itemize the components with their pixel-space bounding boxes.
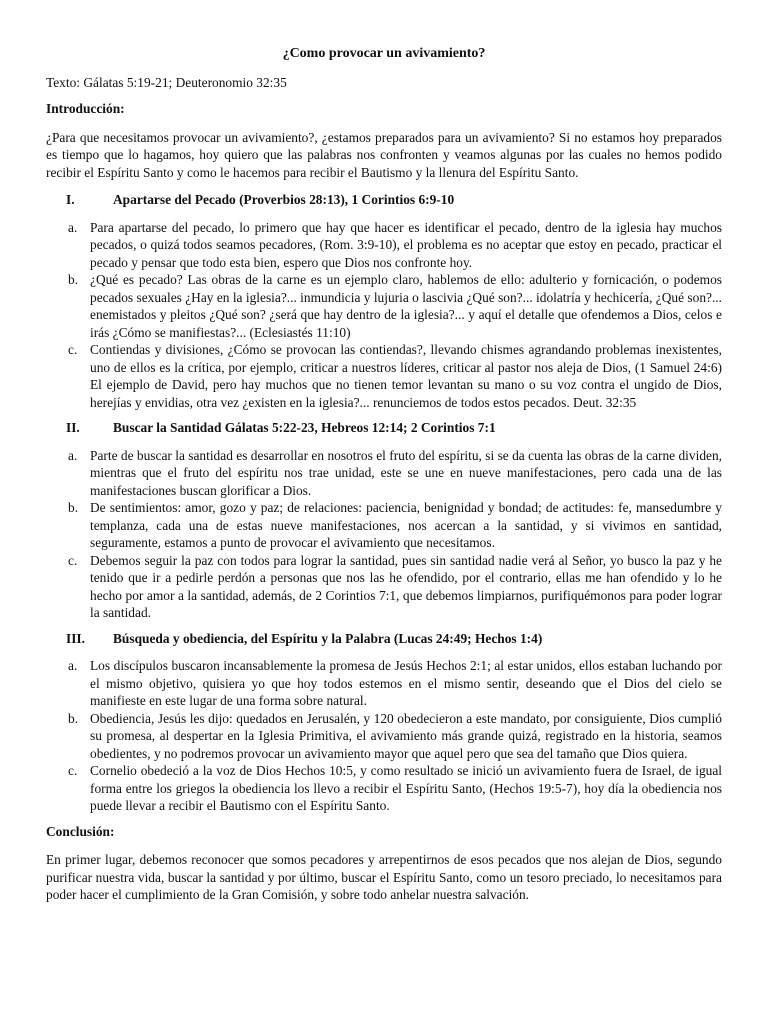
list-item-text: De sentimientos: amor, gozo y paz; de relaciones: paciencia, benignidad y bondad; de actitudes: fe, mansedumbre y templanza, cada una de estas nueve manifestaciones, nos acercan a la santidad, y si vivimos en santidad, seguramente, estamos a punto de provocar el avivamiento que necesitamos. (90, 500, 722, 550)
list-item-text: Parte de buscar la santidad es desarrollar en nosotros el fruto del espíritu, si se da cuenta las obras de la carne dividen, mientras que el fruto del espíritu nos trae unidad, este se une en nueve manifestaciones, pero cada una de las manifestaciones buscan glorificar a Dios. (90, 447, 722, 498)
section-heading (46, 191, 722, 209)
list-item-letter: b. (68, 272, 79, 287)
list-item-letter: b. (68, 710, 79, 726)
list-item-letter: c. (68, 342, 78, 357)
list-item (46, 447, 722, 500)
conclusion-paragraph: En primer lugar, debemos reconocer que somos pecadores y arrepentirnos de esos pecados que nos alejan de Dios, segundo purificar nuestra vida, buscar la santidad y por último, buscar el Espíritu Santo, como un tesoro preciado, lo necesitamos para poder hacer el cumplimiento de la Gran Comisión, y sobre todo anhelar nuestra salvación. (46, 852, 722, 902)
section-heading (46, 419, 722, 437)
list-item-letter: a. (68, 447, 78, 463)
section-number: I. (66, 192, 75, 207)
list-item-text: Contiendas y divisiones, ¿Cómo se provocan las contiendas?, llevando chismes agrandando problemas inexistentes, uno de ellos es la crítica, por ejemplo, criticar a nuestros líderes, criticar al pastor nos aleja de Dios, (1 Samuel 24:6) El ejemplo de David, pero hay muchos que no tienen temor levantan su mano o su voz contra el ungido de Dios, herejías y envidias, otra vez ¿existen en la iglesia?... renunciemos de todos estos pecados. Deut. 32:35 (90, 342, 722, 410)
conclusion-heading: Conclusión: (46, 823, 115, 839)
list-item-text: Para apartarse del pecado, lo primero que hay que hacer es identificar el pecado, dentro de la iglesia hay muchos pecados, o quizá todos seamos pecadores, (Rom. 3:9-10), el problema es no aceptar que estoy en pecado, practicar el pecado y pensar que todo esta bien, espero que Dios nos confronte hoy. (90, 219, 722, 270)
list-item-letter: b. (68, 500, 79, 515)
list-item-text: ¿Qué es pecado? Las obras de la carne es un ejemplo claro, hablemos de ello: adulterio y fornicación, o podemos pecados sexuales ¿Hay en la iglesia?... inmundicia y lujuria o lascivia ¿Qué son?... idolatría y hechicería, ¿Qué son?... enemistados y pleitos ¿Qué son? ¿será que hay dentro de la iglesia?... y aquí el detalle que ofendemos a Dios, celos e irás ¿Cómo se manifiestas?... (Eclesiastés 11:10) (90, 272, 722, 340)
list-item-letter: c. (68, 552, 78, 568)
section-number: II. (66, 420, 80, 435)
list-item (46, 219, 722, 272)
intro-heading: Introducción: (46, 101, 125, 116)
list-item-letter: c. (68, 763, 78, 778)
section-2 (46, 419, 722, 622)
section-list (46, 447, 722, 622)
list-item-letter: a. (68, 219, 78, 235)
list-item-text: Debemos seguir la paz con todos para lograr la santidad, pues sin santidad nadie verá al Señor, yo busco la paz y he tenido que ir a pedirle perdón a personas que nos las he ofendido, por el contrario, ellas me han ofendido y lo he hecho por amor a la santidad, además, de 2 Corintios 7:1, que debemos limpiarnos, purifiquémonos para poder lograr la santidad. (90, 552, 722, 620)
list-item (46, 762, 722, 815)
section-1 (46, 191, 722, 411)
list-item (46, 657, 722, 710)
list-item-letter: a. (68, 658, 78, 673)
section-list (46, 657, 722, 815)
section-list (46, 219, 722, 412)
section-3 (46, 630, 722, 815)
intro-paragraph: ¿Para que necesitamos provocar un avivamiento?, ¿estamos preparados para un avivamiento? Si no estamos hoy preparados es tiempo que lo hagamos, hoy quiero que las palabras nos confronten y veamos algunas por las cuales no hemos podido recibir el Espíritu Santo y como le hacemos para recibir el Bautismo y la llenura del Espíritu Santo. (46, 129, 722, 180)
list-item (46, 341, 722, 411)
section-title: Apartarse del Pecado (Proverbios 28:13), 1 Corintios 6:9-10 (113, 192, 455, 207)
section-number: III. (66, 630, 85, 646)
section-title: Búsqueda y obediencia, del Espíritu y la Palabra (Lucas 24:49; Hechos 1:4) (113, 630, 543, 646)
list-item-text: Obediencia, Jesús les dijo: quedados en Jerusalén, y 120 obedecieron a este mandato, por consiguiente, Dios cumplió su promesa, al despertar en la Iglesia Primitiva, el avivamiento más grande quizá, registrado en la historia, seamos obedientes, y no podremos provocar un avivamiento mayor que aquel pero que sea del tamaño que Dios quiera. (90, 710, 722, 761)
scripture-reference: Texto: Gálatas 5:19-21; Deuteronomio 32:35 (46, 74, 287, 90)
list-item (46, 552, 722, 622)
document-title: ¿Como provocar un avivamiento? (282, 46, 486, 61)
list-item (46, 271, 722, 341)
list-item (46, 710, 722, 763)
list-item-text: Cornelio obedeció a la voz de Dios Hechos 10:5, y como resultado se inició un avivamiento fuera de Israel, de igual forma entre los griegos la obediencia los llevo a recibir el Espíritu Santo, (Hechos 19:5-7), hoy día la obediencia nos puede llevar a recibir el Bautismo con el Espíritu Santo. (90, 763, 722, 813)
list-item (46, 499, 722, 552)
list-item-text: Los discípulos buscaron incansablemente la promesa de Jesús Hechos 2:1; al estar unidos, ellos estaban luchando por el mismo objetivo, quisiera yo que hoy todos estemos en el mismo sentir, deseando que el Dios del cielo se manifieste en este lugar de una forma sobre natural. (90, 658, 722, 708)
section-title: Buscar la Santidad Gálatas 5:22-23, Hebreos 12:14; 2 Corintios 7:1 (113, 420, 496, 435)
section-heading (46, 630, 722, 648)
